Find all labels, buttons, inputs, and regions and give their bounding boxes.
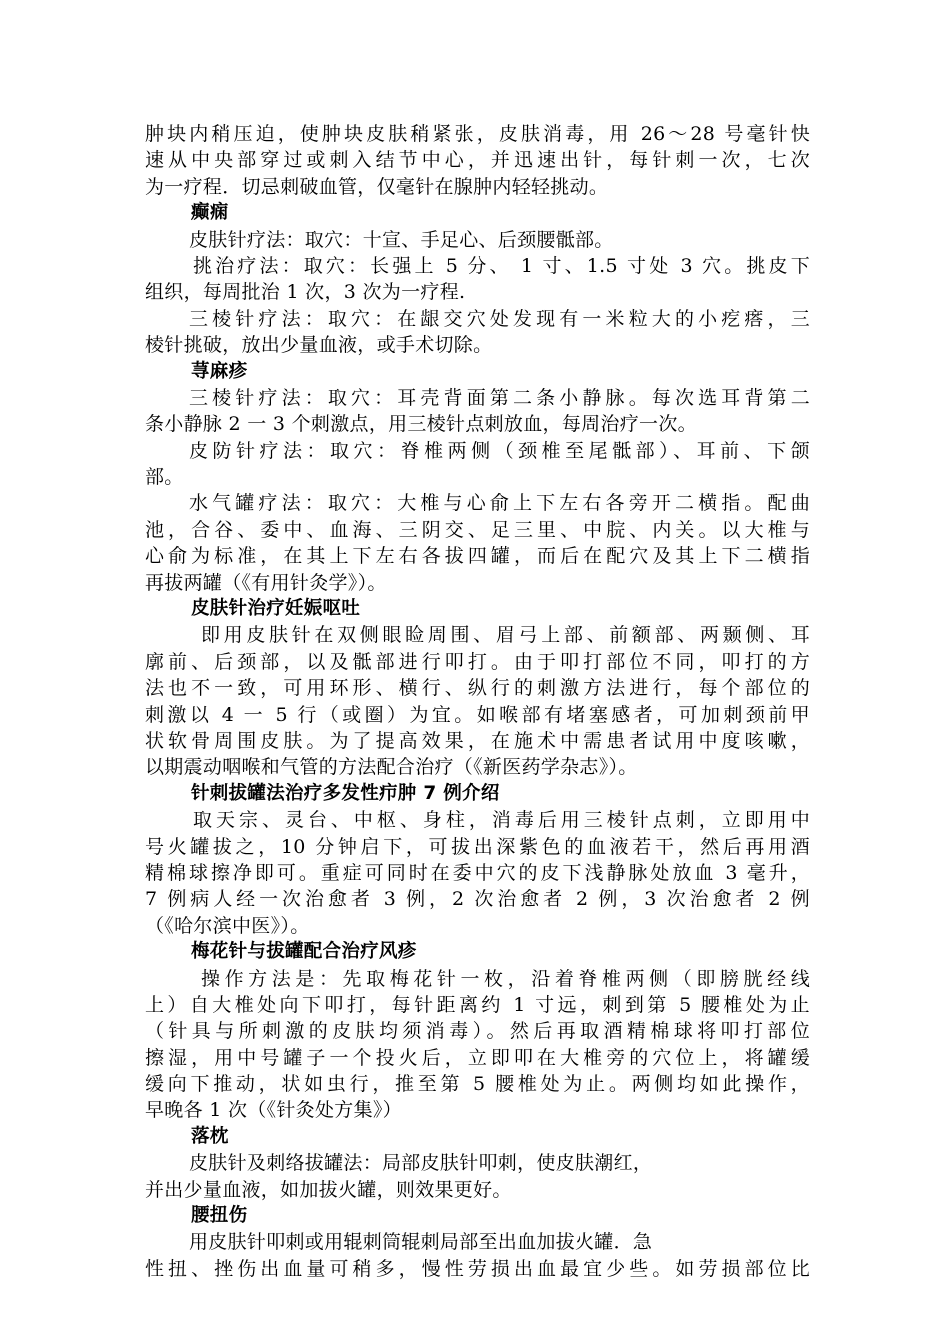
text-line: 7 例病人经一次治愈者 3 例，2 次治愈者 2 例，3 次治愈者 2 例 — [145, 888, 810, 911]
text-line: 心俞为标准，在其上下左右各拔四罐，而后在配穴及其上下二横指 — [145, 545, 810, 568]
text-line: 取天宗、灵台、中枢、身柱，消毒后用三棱针点刺，立即用中 — [193, 809, 810, 832]
text-line: （《哈尔滨中医》）。 — [145, 914, 310, 937]
text-line: 刺激以 4 一 5 行（或圈）为宜。如喉部有堵塞感者，可加刺颈前甲 — [145, 703, 810, 726]
section-heading: 梅花针与拔罐配合治疗风疹 — [191, 941, 417, 963]
text-line: （针具与所刺激的皮肤均须消毒）。然后再取酒精棉球将叩打部位 — [145, 1020, 810, 1043]
section-heading: 腰扭伤 — [191, 1205, 248, 1227]
text-line: 操作方法是：先取梅花针一枚，沿着脊椎两侧（即膀胱经线 — [201, 967, 810, 990]
section-heading: 荨麻疹 — [191, 360, 248, 382]
text-line: 廓前、后颈部，以及骶部进行叩打。由于叩打部位不同，叩打的方 — [145, 650, 810, 673]
text-line: 棱针挑破，放出少量血液，或手术切除。 — [145, 334, 493, 357]
text-line: 水气罐疗法：取穴：大椎与心俞上下左右各旁开二横指。配曲 — [189, 492, 810, 515]
text-line: 上）自大椎处向下叩打，每针距离约 1 寸远，刺到第 5 腰椎处为止 — [145, 993, 810, 1016]
text-line: 三棱针疗法：取穴：在龈交穴处发现有一米粒大的小疙瘩，三 — [189, 307, 810, 330]
text-line: 擦湿，用中号罐子一个投火后，立即叩在大椎旁的穴位上，将罐缓 — [145, 1046, 810, 1069]
text-line: 性扭、挫伤出血量可稍多，慢性劳损出血最宜少些。如劳损部位比 — [145, 1257, 810, 1280]
text-line: 池，合谷、委中、血海、三阴交、足三里、中脘、内关。以大椎与 — [145, 518, 810, 541]
text-line: 为一疗程．切忌刺破血管，仅毫针在腺肿内轻轻挑动。 — [145, 175, 609, 198]
section-heading: 针刺拔罐法治疗多发性疖肿 7 例介绍 — [191, 782, 500, 804]
text-line: 条小静脉 2 一 3 个刺激点，用三棱针点刺放血，每周治疗一次。 — [145, 413, 697, 436]
text-line: 皮肤针疗法：取穴：十宣、手足心、后颈腰骶部。 — [189, 228, 614, 251]
text-line: 三棱针疗法：取穴：耳壳背面第二条小静脉。每次选耳背第二 — [189, 386, 810, 409]
text-line: 早晚各 1 次（《针灸处方集》） — [145, 1099, 402, 1122]
text-column — [145, 121, 810, 1282]
text-line: 以期震动咽喉和气管的方法配合治疗（《新医药学杂志》）。 — [145, 756, 638, 779]
text-line: 组织，每周批治 1 次，3 次为一疗程. — [145, 281, 466, 304]
text-line: 缓向下推动，状如虫行，推至第 5 腰椎处为止。两侧均如此操作， — [145, 1073, 810, 1096]
text-line: 肿块内稍压迫，使肿块皮肤稍紧张，皮肤消毒，用 26～28 号毫针快 — [145, 123, 810, 145]
section-heading: 落枕 — [191, 1125, 229, 1147]
text-line: 法也不一致，可用环形、横行、纵行的刺激方法进行，每个部位的 — [145, 677, 810, 700]
text-line: 精棉球擦净即可。重症可同时在委中穴的皮下浅静脉处放血 3 毫升， — [145, 861, 810, 884]
text-line: 皮肤针及刺络拔罐法：局部皮肤针叩刺，使皮肤潮红， — [189, 1152, 653, 1175]
text-line: 速从中央部穿过或刺入结节中心，并迅速出针，每针刺一次，七次 — [145, 149, 810, 172]
text-line: 皮防针疗法：取穴：脊椎两侧（颈椎至尾骶部）、耳前、下颌 — [189, 439, 810, 462]
text-line: 部。 — [145, 466, 184, 489]
text-line: 再拔两罐（《有用针灸学》）。 — [145, 571, 387, 594]
section-heading: 癫痫 — [191, 202, 229, 224]
text-line: 状软骨周围皮肤。为了提高效果，在施术中需患者试用中度咳嗽， — [145, 729, 810, 752]
text-line: 并出少量血液，如加拔火罐，则效果更好。 — [145, 1178, 512, 1201]
text-line: 号火罐拔之，10 分钟启下，可拔出深紫色的血液若干，然后再用酒 — [145, 835, 810, 858]
section-heading: 皮肤针治疗妊娠呕吐 — [191, 598, 361, 620]
text-line: 挑治疗法：取穴：长强上 5 分、 1 寸、1.5 寸处 3 穴。挑皮下 — [193, 254, 810, 277]
text-line: 即用皮肤针在双侧眼睑周围、眉弓上部、前额部、两颞侧、耳 — [201, 624, 810, 647]
text-line: 用皮肤针叩刺或用辊刺筒辊刺局部至出血加拔火罐．急 — [189, 1231, 653, 1254]
